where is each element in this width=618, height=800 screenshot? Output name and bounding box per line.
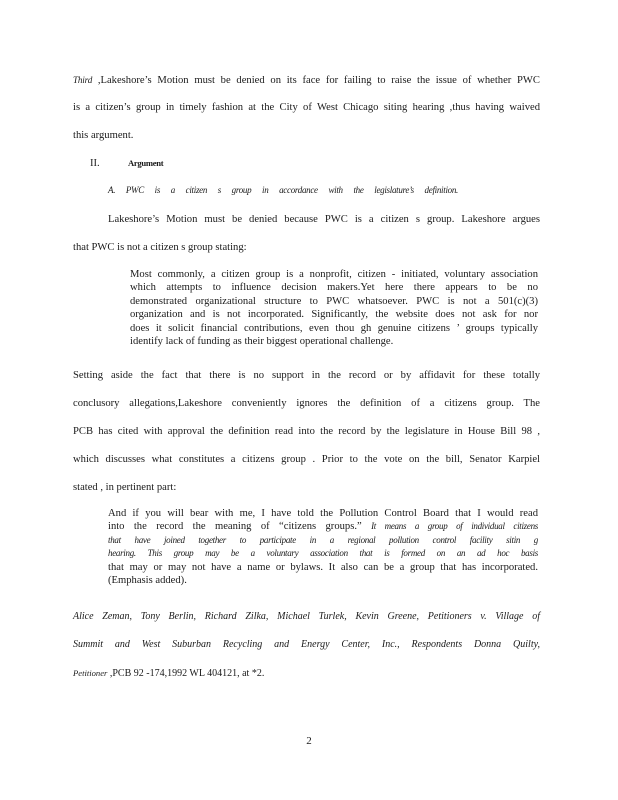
- subheading: A. PWC is a citizen s group in accordance with the legislature’s definition.: [108, 185, 458, 195]
- intro-line-1: [73, 73, 540, 88]
- quote2-line-5: that may or may not have a name or bylaws. It also can be a group that has incorporated.: [108, 561, 538, 573]
- quote2-line-4: hearing. This group may be a voluntary association that is formed on an ad hoc basis: [108, 548, 538, 559]
- quote1-line-2: which attempts to influence decision makers.Yet here there appears to be no: [130, 282, 538, 294]
- body2-line-2: conclusory allegations,Lakeshore conveniently ignores the definition of a citizens group. The: [73, 398, 540, 409]
- citation-reporter: ,PCB 92 -174,1992 WL 404121, at *2.: [109, 668, 265, 679]
- quote1-line-1: Most commonly, a citizen group is a nonprofit, citizen - initiated, voluntary association: [130, 269, 538, 280]
- quote2-line-3: that have joined together to participate in a regional pollution control facility sitin g: [108, 534, 538, 545]
- block-quote-2: [108, 507, 538, 587]
- quote2-line-2: [108, 520, 538, 533]
- citation-line-2: Summit and West Suburban Recycling and Energy Center, Inc., Respondents Donna Quilty,: [73, 639, 540, 650]
- quote2-line-6: (Emphasis added).: [108, 575, 187, 587]
- section-title: Argument: [128, 158, 164, 168]
- page-number: 2: [306, 735, 312, 747]
- body2-line-4: which discusses what constitutes a citizens group . Prior to the vote on the bill, Senator Karpiel: [73, 454, 540, 465]
- citation-line-3: [73, 666, 540, 681]
- body1-line-2: that PWC is not a citizen s group stating:: [73, 242, 247, 253]
- quote2-line-1: And if you will bear with me, I have told the Pollution Control Board that I would read: [108, 508, 538, 519]
- body2-line-5: stated , in pertinent part:: [73, 482, 177, 493]
- quote1-line-5: does it solicit financial contributions, even thou gh genuine citizens ’ groups typically: [130, 322, 538, 334]
- block-quote-1: [130, 268, 538, 348]
- body1-line-1: Lakeshore’s Motion must be denied because PWC is a citizen s group. Lakeshore argues: [108, 214, 540, 225]
- intro-line-1-text: ,Lakeshore’s Motion must be denied on its face for failing to raise the issue of whether PWC: [97, 75, 540, 86]
- body2-line-3: PCB has cited with approval the definition read into the record by the legislature in House Bill 98 ,: [73, 426, 540, 437]
- section-number: II.: [90, 158, 100, 169]
- quote2-line-2-plain: into the record the meaning of “citizens groups.”: [108, 521, 362, 533]
- citation-party: Petitioner: [73, 668, 108, 678]
- intro-line-2: is a citizen’s group in timely fashion at the City of West Chicago siting hearing ,thus having waived: [73, 102, 540, 113]
- citation-line-1: Alice Zeman, Tony Berlin, Richard Zilka, Michael Turlek, Kevin Greene, Petitioners v. Village of: [73, 611, 540, 622]
- quote2-line-2-emphasis: It means a group of individual citizens: [371, 521, 538, 532]
- intro-ordinal: Third: [73, 75, 93, 85]
- quote1-line-3: demonstrated organizational structure to PWC whatsoever. PWC is not a 501(c)(3): [130, 295, 538, 307]
- intro-line-3: this argument.: [73, 130, 134, 141]
- quote1-line-6: identify lack of funding as their biggest operational challenge.: [130, 336, 394, 348]
- quote1-line-4: organization and is not incorporated. Significantly, the website does not ask for nor: [130, 309, 538, 321]
- body2-line-1: Setting aside the fact that there is no support in the record or by affidavit for these totally: [73, 370, 540, 381]
